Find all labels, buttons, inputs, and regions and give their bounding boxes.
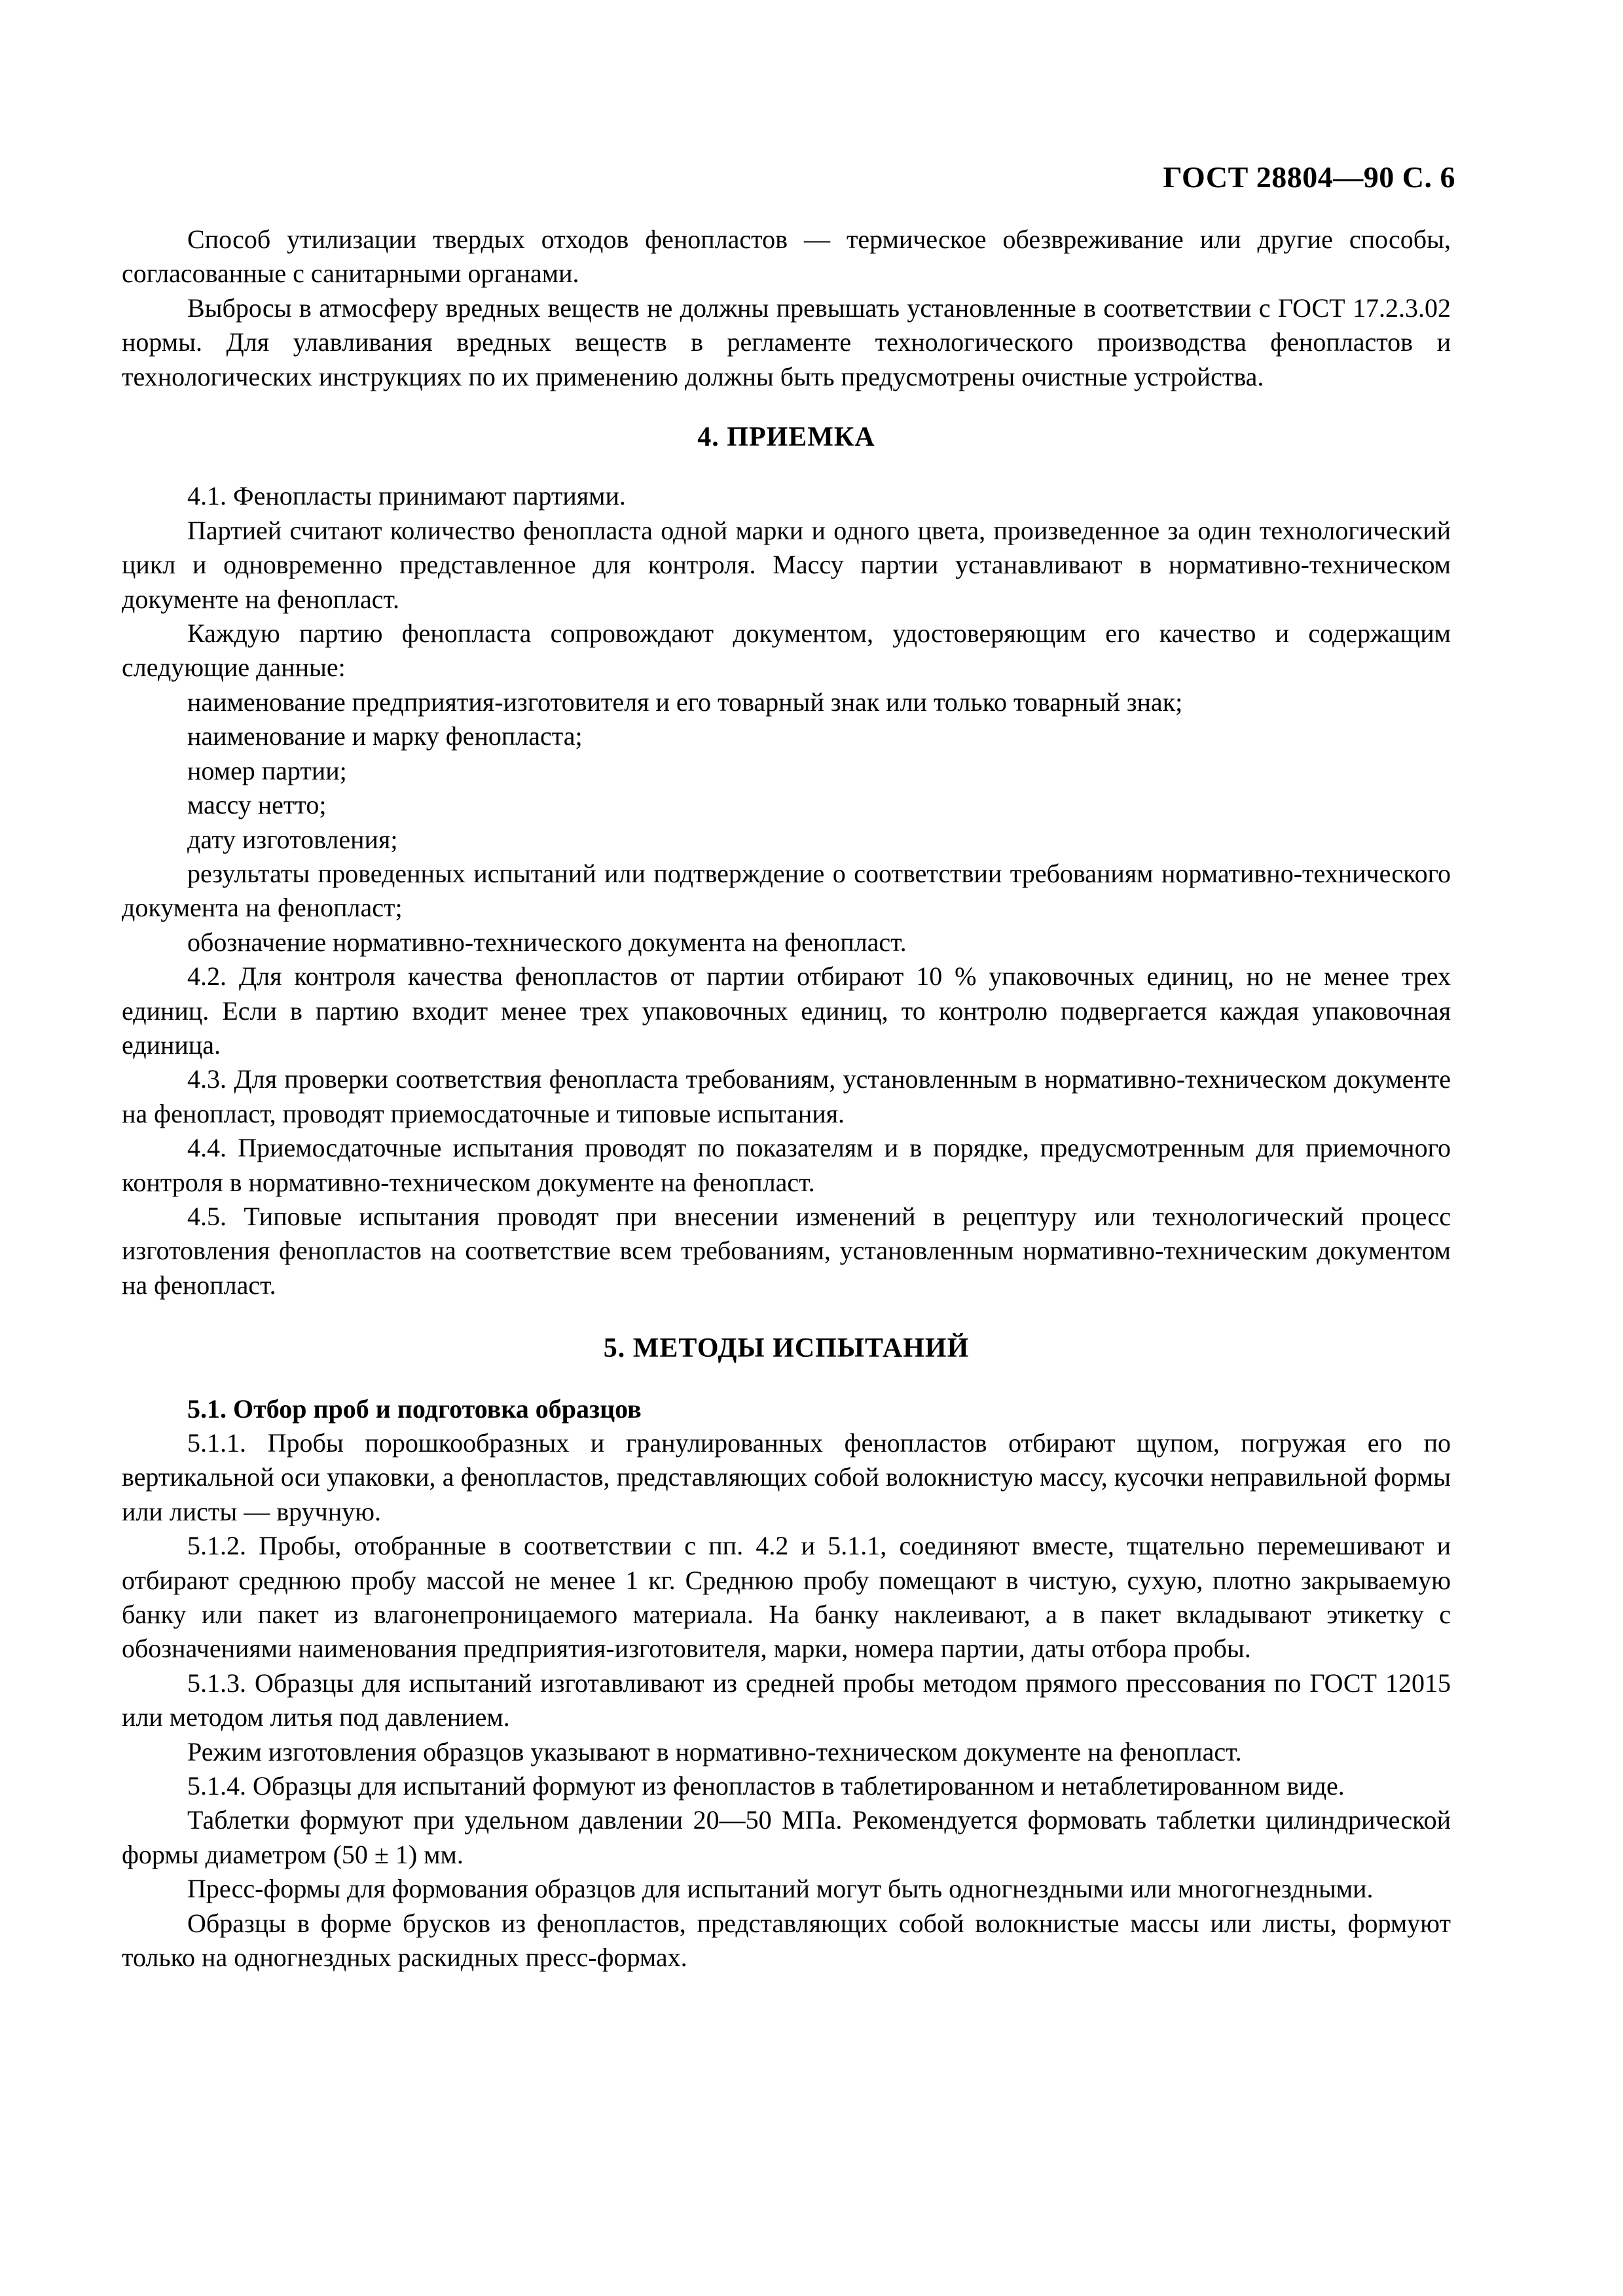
paragraph: Выбросы в атмосферу вредных веществ не должны превышать установленные в соответствии с ГОСТ 17.2.3.02 нормы. Для улавливания вредных веществ в регламенте технологического производства фенопластов и технологических инструкциях по их применению должны быть предусмотрены очистные устройства.: [122, 293, 1451, 391]
subsection-title: 5.1. Отбор проб и подготовка образцов: [187, 1393, 642, 1424]
paragraph: 4.1. Фенопласты принимают партиями.: [187, 481, 626, 511]
paragraph: Партией считают количество фенопласта одной марки и одного цвета, произведенное за один технологический цикл и одновременно представленное для контроля. Массу партии устанавливают в нормативно-техническом документе на фенопласт.: [122, 515, 1451, 614]
list-item: наименование и марку фенопласта;: [187, 721, 583, 751]
paragraph: Образцы в форме брусков из фенопластов, представляющих собой волокнистые массы или листы, формуют только на одногнездных раскидных пресс-формах.: [122, 1908, 1451, 1973]
paragraph: Режим изготовления образцов указывают в нормативно-техническом документе на фенопласт.: [187, 1736, 1242, 1767]
paragraph: 4.5. Типовые испытания проводят при внесении изменений в рецептуру или технологический процесс изготовления фенопластов на соответствие всем требованиям, установленным нормативно-техническим документом на фенопласт.: [122, 1201, 1451, 1300]
paragraph: 4.3. Для проверки соответствия фенопласта требованиям, установленным в нормативно-техническом документе на фенопласт, проводят приемосдаточные и типовые испытания.: [122, 1064, 1451, 1128]
list-item: массу нетто;: [187, 790, 327, 820]
paragraph: Таблетки формуют при удельном давлении 20—50 МПа. Рекомендуется формовать таблетки цилиндрической формы диаметром (50 ± 1) мм.: [122, 1805, 1451, 1869]
list-item: обозначение нормативно-технического документа на фенопласт.: [187, 927, 907, 957]
paragraph: 5.1.1. Пробы порошкообразных и гранулированных фенопластов отбирают щупом, погружая его по вертикальной оси упаковки, а фенопластов, представляющих собой волокнистую массу, кусочки неправильной формы или листы — вручную.: [122, 1428, 1451, 1526]
paragraph: Каждую партию фенопласта сопровождают документом, удостоверяющим его качество и содержащим следующие данные:: [122, 619, 1451, 683]
list-item: номер партии;: [187, 755, 347, 785]
document-body: [122, 223, 1451, 1975]
section-title-test-methods: 5. МЕТОДЫ ИСПЫТАНИЙ: [603, 1333, 970, 1364]
list-item: дату изготовления;: [187, 824, 398, 854]
section-title-acceptance: 4. ПРИЕМКА: [697, 422, 875, 453]
paragraph: Пресс-формы для формования образцов для испытаний могут быть одногнездными или многогнездными.: [187, 1874, 1374, 1904]
paragraph: 5.1.4. Образцы для испытаний формуют из фенопластов в таблетированном и нетаблетированном виде.: [187, 1771, 1345, 1801]
list-item: наименование предприятия-изготовителя и его товарный знак или только товарный знак;: [187, 687, 1183, 717]
paragraph: 4.4. Приемосдаточные испытания проводят по показателям и в порядке, предусмотренным для приемочного контроля в нормативно-техническом документе на фенопласт.: [122, 1133, 1451, 1197]
list-item: результаты проведенных испытаний или подтверждение о соответствии требованиям нормативно-технического документа на фенопласт;: [122, 858, 1451, 923]
paragraph: 5.1.3. Образцы для испытаний изготавливают из средней пробы методом прямого прессования по ГОСТ 12015 или методом литья под давлением.: [122, 1668, 1451, 1732]
paragraph: 5.1.2. Пробы, отобранные в соответствии с пп. 4.2 и 5.1.1, соединяют вместе, тщательно перемешивают и отбирают среднюю пробу массой не менее 1 кг. Среднюю пробу помещают в чистую, сухую, плотно закрываемую банку или пакет из влагонепроницаемого материала. На банку наклеивают, а в пакет вкладывают этикетку с обозначениями наименования предприятия-изготовителя, марки, номера партии, даты отбора пробы.: [122, 1531, 1451, 1664]
paragraph: 4.2. Для контроля качества фенопластов от партии отбирают 10 % упаковочных единиц, но не менее трех единиц. Если в партию входит менее трех упаковочных единиц, то контролю подвергается каждая упаковочная единица.: [122, 961, 1451, 1060]
paragraph: Способ утилизации твердых отходов фенопластов — термическое обезвреживание или другие способы, согласованные с санитарными органами.: [122, 224, 1451, 289]
page-header: ГОСТ 28804—90 С. 6: [1163, 160, 1455, 194]
